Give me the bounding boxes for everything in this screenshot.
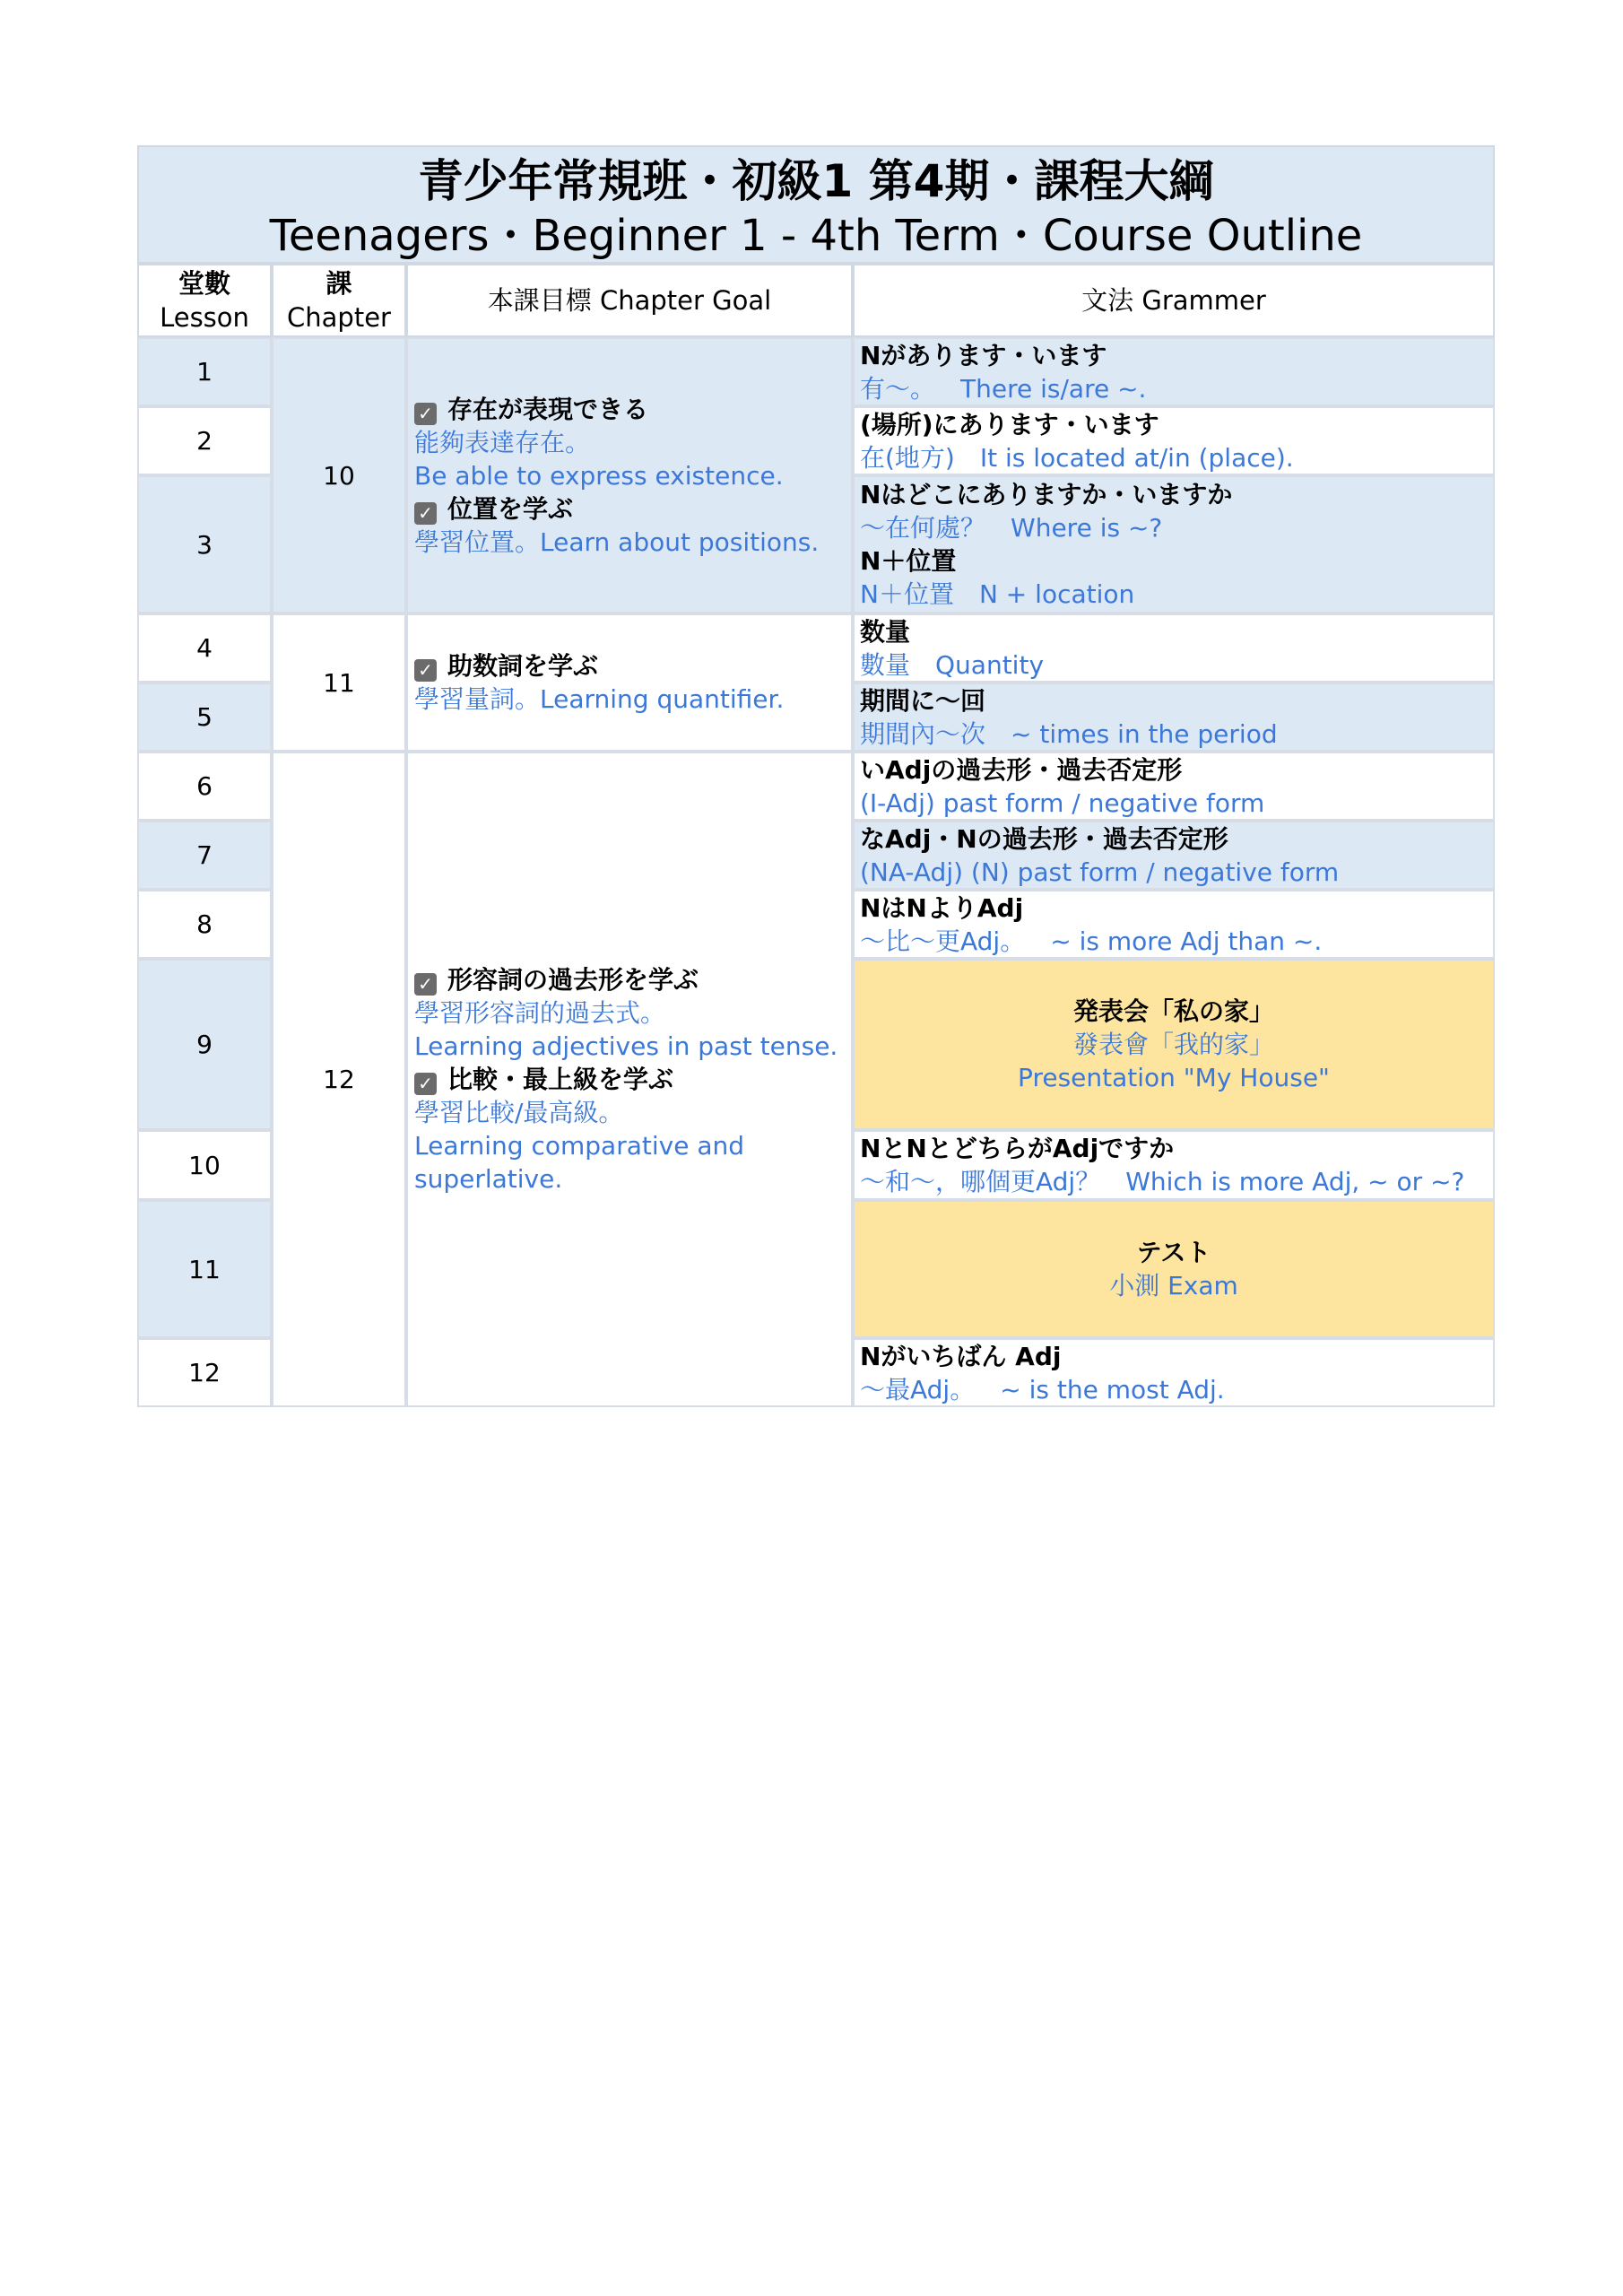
goal-zh: 學習比較/最高級。 [414, 1098, 624, 1127]
checkbox-checked-icon: ✓ [414, 973, 437, 996]
lesson-cell-8: 8 [137, 890, 272, 959]
checkbox-checked-icon: ✓ [414, 403, 437, 425]
grammar-cell-10: NとNとどちらがAdjですか 〜和〜，哪個更Adj？ Which is more Adj, ~ or ~? [853, 1130, 1495, 1200]
header-goal: 本課目標 Chapter Goal [406, 264, 853, 337]
lesson-cell-1: 1 [137, 337, 272, 406]
goal-cell-chapter-12 [406, 752, 853, 1407]
chapter-cell-10: 10 [272, 337, 406, 613]
grammar-cell-3: Nはどこにありますか・いますか 〜在何處？ Where is ~? N＋位置 N＋位置 N + location [853, 475, 1495, 613]
grammar-cell-2: (場所)にあります・います 在(地方) It is located at/in (place). [853, 406, 1495, 475]
checkbox-checked-icon: ✓ [414, 502, 437, 525]
lesson-cell-9: 9 [137, 959, 272, 1130]
lesson-cell-11: 11 [137, 1200, 272, 1338]
checkbox-checked-icon: ✓ [414, 659, 437, 682]
grammar-cell-12: Nがいちばん Adj 〜最Adj。 ~ is the most Adj. [853, 1338, 1495, 1407]
grammar-cell-6: いAdjの過去形・過去否定形 (I-Adj) past form / negative form [853, 752, 1495, 821]
goal-zh: 能夠表達存在。 [414, 427, 591, 457]
goal-cell-chapter-11 [406, 613, 853, 752]
lesson-cell-5: 5 [137, 683, 272, 752]
checkbox-checked-icon: ✓ [414, 1073, 437, 1095]
goal-jp: ✓ 位置を学ぶ [414, 492, 851, 526]
lesson-cell-3: 3 [137, 475, 272, 613]
goal-en: Be able to express existence. [414, 460, 784, 491]
grammar-cell-1: Nがあります・います 有〜。 There is/are ~. [853, 337, 1495, 406]
lesson-cell-2: 2 [137, 406, 272, 475]
goal-en: superlative. [414, 1164, 563, 1194]
goal-cell-chapter-10 [406, 337, 853, 613]
course-outline-table [137, 145, 1495, 1407]
lesson-cell-6: 6 [137, 752, 272, 821]
grammar-cell-8: NはNよりAdj 〜比〜更Adj。 ~ is more Adj than ~. [853, 890, 1495, 959]
goal-zh-en: 學習量詞。Learning quantifier. [414, 684, 785, 714]
grammar-cell-9-presentation: 発表会「私の家」 發表會「我的家」 Presentation "My House" [853, 959, 1495, 1130]
grammar-cell-4: 数量 數量 Quantity [853, 613, 1495, 683]
goal-zh: 學習形容詞的過去式。 [414, 998, 666, 1028]
goal-jp: ✓ 比較・最上級を学ぶ [414, 1063, 851, 1096]
goal-en: Learning comparative and [414, 1131, 744, 1161]
chapter-cell-12: 12 [272, 752, 406, 1407]
table-title [137, 145, 1495, 264]
lesson-cell-12: 12 [137, 1338, 272, 1407]
grammar-cell-7: なAdj・Nの過去形・過去否定形 (NA-Adj) (N) past form / negative form [853, 821, 1495, 890]
lesson-cell-4: 4 [137, 613, 272, 683]
chapter-cell-11: 11 [272, 613, 406, 752]
goal-en: Learning adjectives in past tense. [414, 1031, 838, 1061]
grammar-cell-11-exam: テスト 小測 Exam [853, 1200, 1495, 1338]
header-lesson: 堂數 Lesson [137, 264, 272, 337]
goal-jp: ✓ 存在が表現できる [414, 393, 851, 426]
goal-jp: ✓ 形容詞の過去形を学ぶ [414, 963, 851, 996]
lesson-cell-10: 10 [137, 1130, 272, 1200]
grammar-cell-5: 期間に〜回 期間內〜次 ~ times in the period [853, 683, 1495, 752]
title-chinese: 青少年常規班・初級1 第4期・課程大綱 [418, 155, 1214, 207]
header-chapter: 課 Chapter [272, 264, 406, 337]
header-grammar: 文法 Grammer [853, 264, 1495, 337]
lesson-cell-7: 7 [137, 821, 272, 890]
goal-zh-en: 學習位置。Learn about positions. [414, 526, 820, 557]
title-english: Teenagers・Beginner 1 - 4th Term・Course Outline [269, 211, 1363, 261]
goal-jp: ✓ 助数詞を学ぶ [414, 649, 851, 683]
